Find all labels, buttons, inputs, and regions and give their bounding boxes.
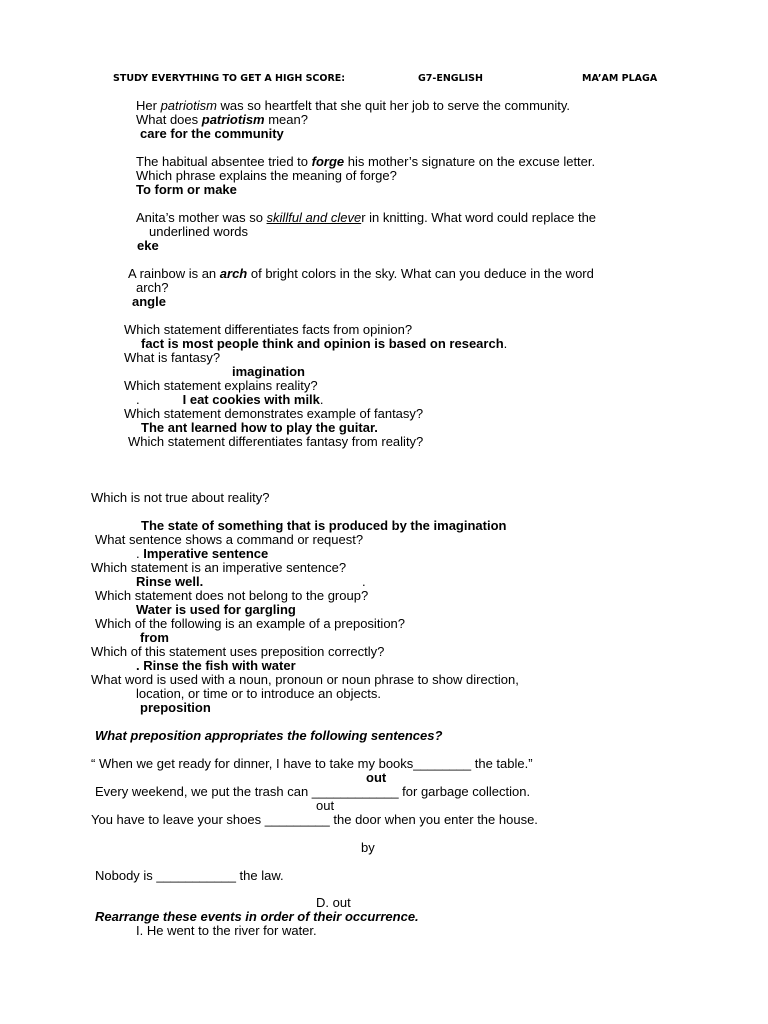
q7-question: Which statement explains reality? [124,378,318,393]
q4-line2: arch? [136,280,169,295]
q16-line2: location, or time or to introduce an objects. [136,686,381,701]
q15-question: Which of this statement uses preposition correctly? [91,644,385,659]
header-center: G7-ENGLISH [418,73,483,84]
q12-dot: . [362,574,366,589]
q11-answer: Imperative sentence [143,546,269,561]
q2-keyword: forge [311,154,345,169]
q11-answer-line: . Imperative sentence [136,546,269,561]
q6-question: What is fantasy? [124,350,221,365]
section-title: What preposition appropriates the following sentences? [95,728,443,743]
q1-answer: care for the community [140,126,284,141]
q10-answer: The state of something that is produced by the imagination [141,518,507,533]
q1-keyword: patriotism [160,98,217,113]
q1-line2: What does patriotism mean? [136,112,308,127]
q16-line1: What word is used with a noun, pronoun or noun phrase to show direction, [91,672,519,687]
q16-answer: preposition [140,700,211,715]
q3-underlined: skillful and cleve [266,210,362,225]
q3-line2: underlined words [149,224,249,239]
q5-answer: fact is most people think and opinion is based on research [141,336,504,351]
q8-question: Which statement demonstrates example of fantasy? [124,406,424,421]
s4-answer: D. out [316,895,351,910]
rearrange-item-1: I. He went to the river for water. [136,923,317,938]
q5-answer-line: fact is most people think and opinion is based on research. [141,336,508,351]
s4-sentence: Nobody is ___________ the law. [95,868,284,883]
q9-question: Which statement differentiates fantasy from reality? [128,434,424,449]
q15-answer: . Rinse the fish with water [136,658,296,673]
q14-answer: from [140,630,169,645]
q3-line1: Anita’s mother was so skillful and clever in knitting. What word could replace the [136,210,597,225]
s3-answer: by [361,840,375,855]
q1-keyword-2: patriotism [201,112,265,127]
q5-question: Which statement differentiates facts from opinion? [124,322,413,337]
s2-sentence: Every weekend, we put the trash can ____________ for garbage collection. [95,784,531,799]
q14-question: Which of the following is an example of a preposition? [95,616,406,631]
q2-line2: Which phrase explains the meaning of forge? [136,168,397,183]
q7-answer: I eat cookies with milk [182,392,320,407]
s2-answer: out [316,798,335,813]
q4-answer: angle [132,294,166,309]
q12-question: Which statement is an imperative sentence? [91,560,347,575]
q12-answer: Rinse well. [136,574,204,589]
q7-answer-line: . I eat cookies with milk. [136,392,324,407]
q3-answer: eke [137,238,159,253]
s3-sentence: You have to leave your shoes _________ the door when you enter the house. [91,812,538,827]
q4-keyword: arch [219,266,248,281]
q2-answer: To form or make [136,182,237,197]
q1-line1: Her patriotism was so heartfelt that she quit her job to serve the community. [136,98,571,113]
q8-answer: The ant learned how to play the guitar. [141,420,378,435]
header-left: STUDY EVERYTHING TO GET A HIGH SCORE: [113,73,346,84]
s1-sentence: “ When we get ready for dinner, I have to take my books________ the table.” [91,756,533,771]
q10-question: Which is not true about reality? [91,490,270,505]
q4-line1: A rainbow is an arch of bright colors in the sky. What can you deduce in the word [128,266,594,281]
q2-line1: The habitual absentee tried to forge his mother’s signature on the excuse letter. [136,154,596,169]
header-right: MA’AM PLAGA [582,73,658,84]
q6-answer: imagination [232,364,305,379]
q13-answer: Water is used for gargling [136,602,296,617]
q11-question: What sentence shows a command or request? [95,532,364,547]
s1-answer: out [366,770,387,785]
rearrange-title: Rearrange these events in order of their occurrence. [95,909,419,924]
q13-question: Which statement does not belong to the group? [95,588,369,603]
